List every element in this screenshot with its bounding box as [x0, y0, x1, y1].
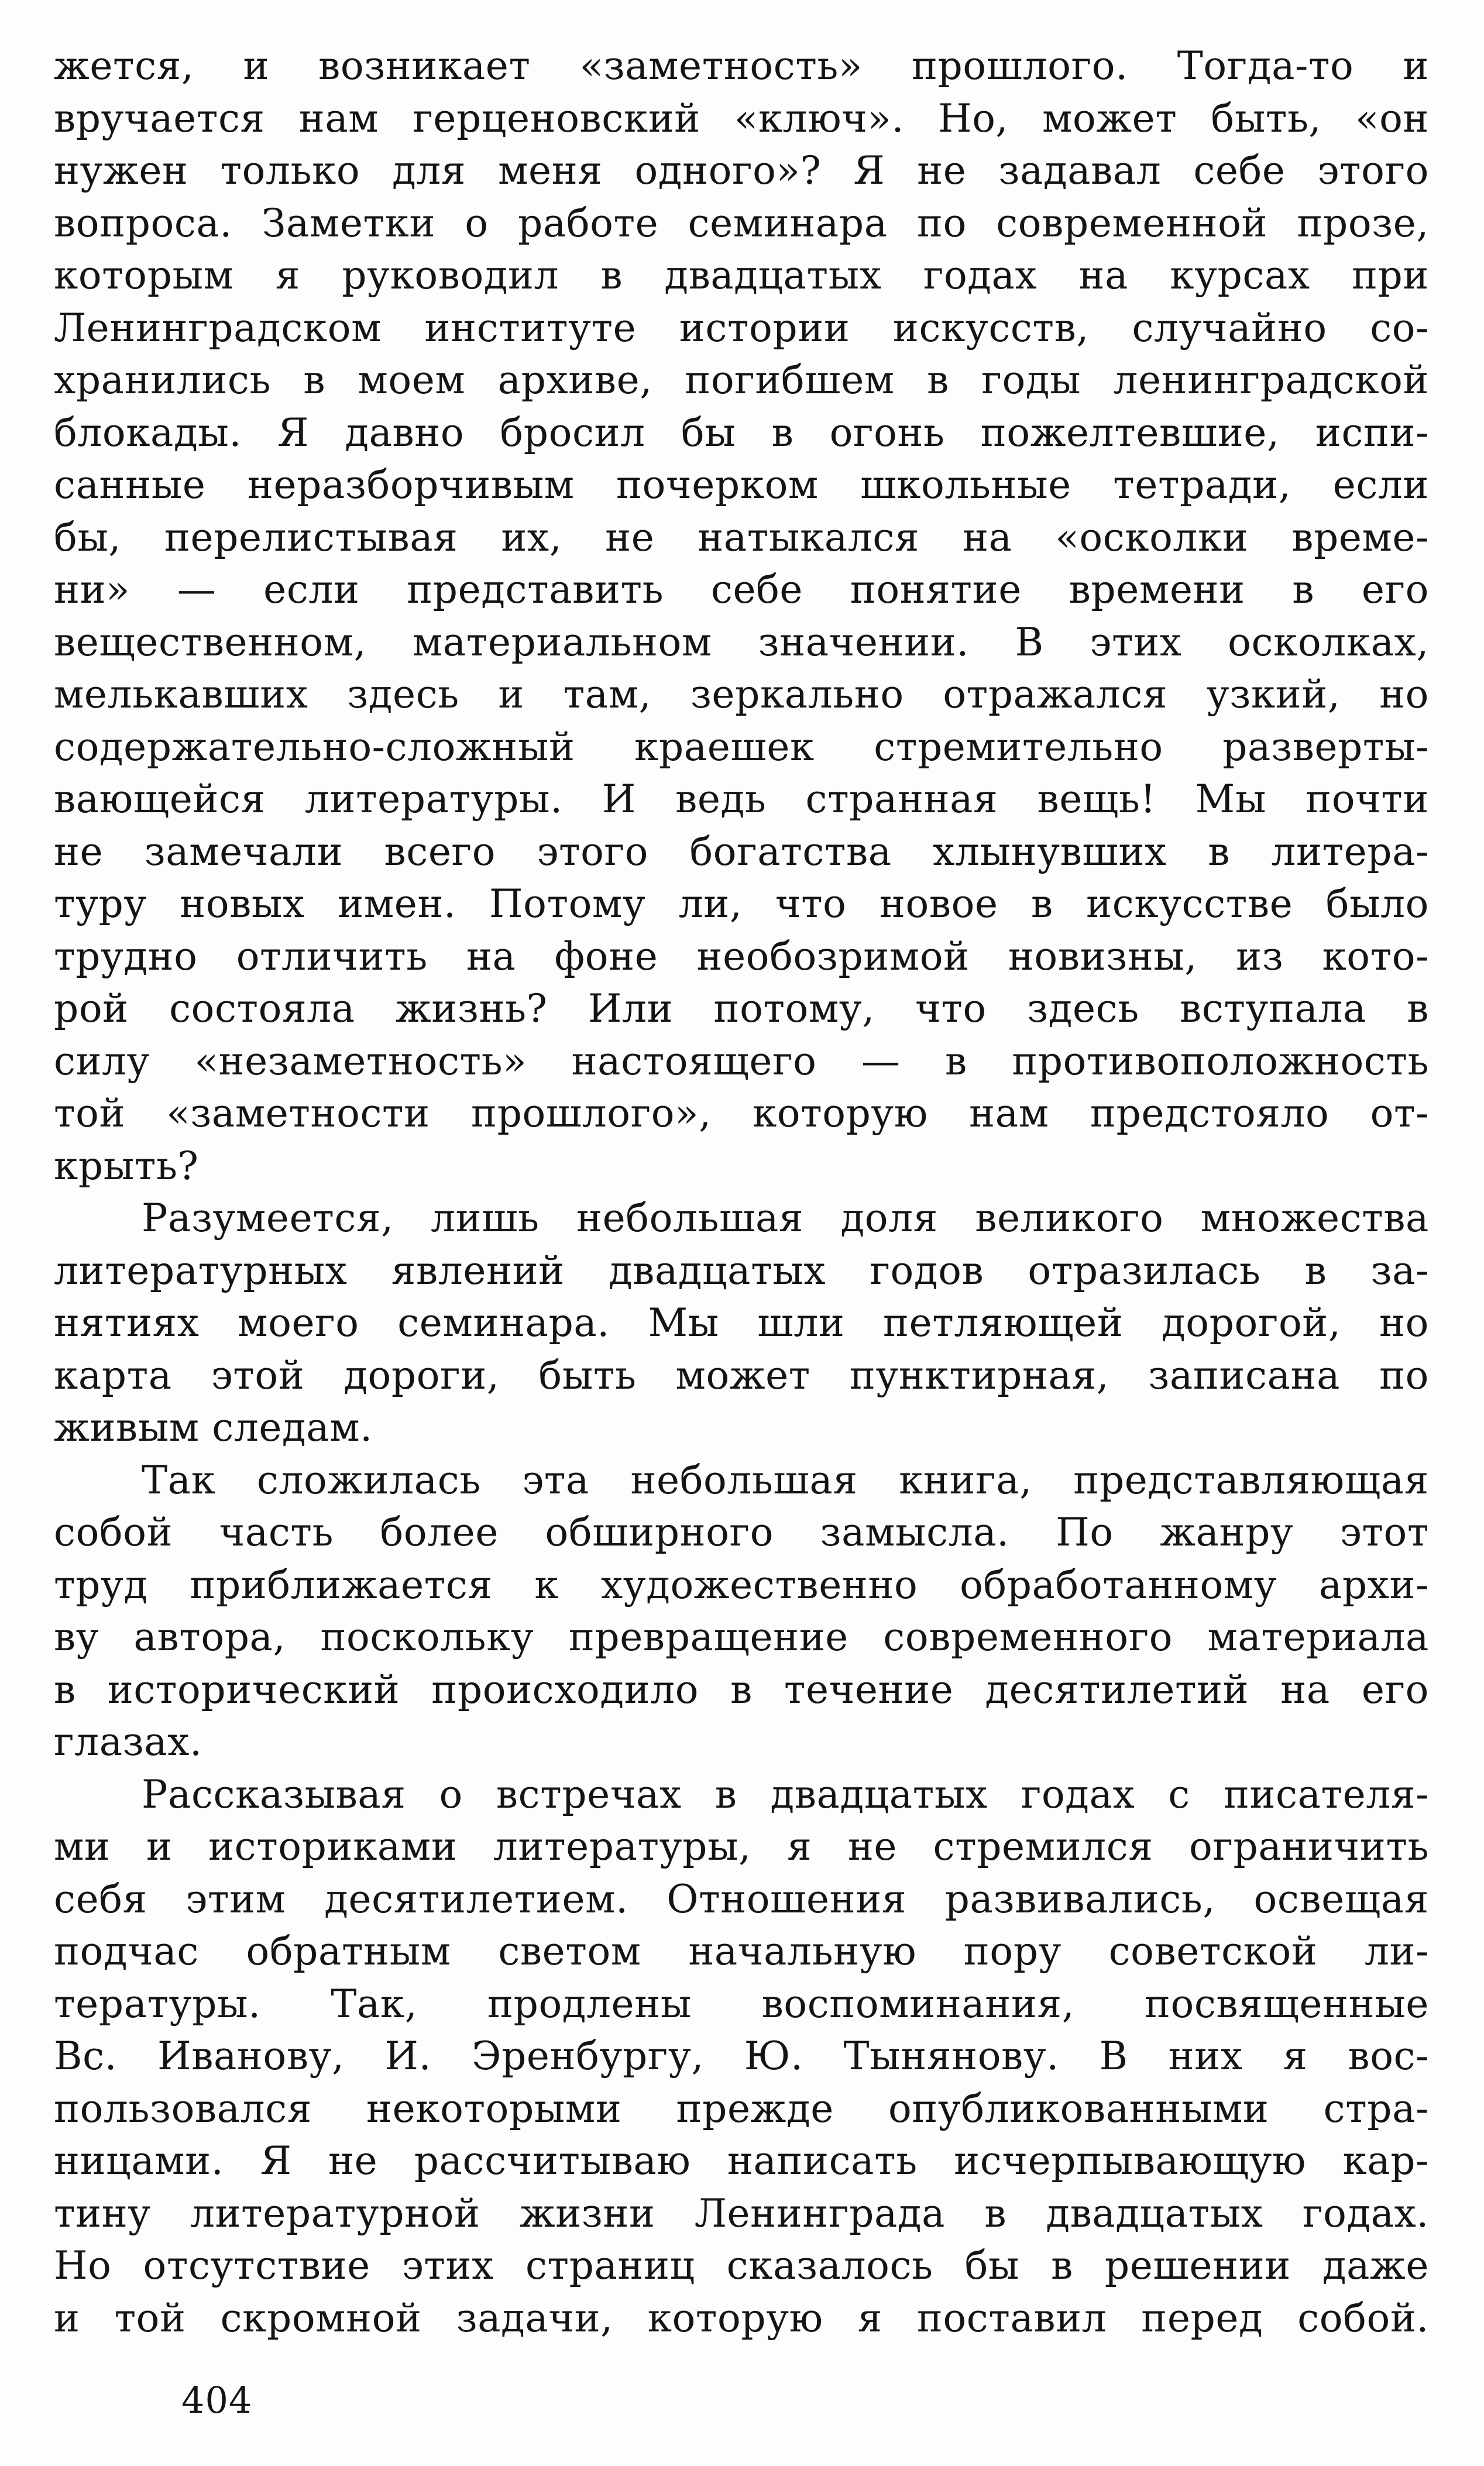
page-number: 404 [181, 2379, 253, 2422]
text-line: труд приближается к художественно обработанному архи- [54, 1562, 1429, 1608]
text-line: ни» — если представить себе понятие времени в его [54, 567, 1429, 612]
text-line: в исторический происходило в течение десятилетий на его [54, 1667, 1429, 1712]
text-line: карта этой дороги, быть может пунктирная, записана по [54, 1352, 1429, 1398]
text-line: Ленинградском институте истории искусств, случайно со- [54, 305, 1429, 351]
text-line: туру новых имен. Потому ли, что новое в искусстве было [54, 881, 1429, 926]
paragraph [54, 1768, 1429, 2345]
text-line: вручается нам герценовский «ключ». Но, может быть, «он [54, 95, 1429, 141]
text-line: жется, и возникает «заметность» прошлого. Тогда-то и [54, 43, 1429, 88]
text-line: нужен только для меня одного»? Я не задавал себе этого [54, 148, 1429, 193]
text-line: Разумеется, лишь небольшая доля великого множества [142, 1196, 1429, 1241]
paragraph [54, 1192, 1429, 1454]
text-line: которым я руководил в двадцатых годах на курсах при [54, 253, 1429, 298]
text-line: и той скромной задачи, которую я поставил перед собой. [54, 2295, 1429, 2341]
text-line: литературных явлений двадцатых годов отразилась в за- [54, 1248, 1429, 1293]
text-line: рой состояла жизнь? Или потому, что здесь вступала в [54, 986, 1429, 1031]
text-line: тературы. Так, продлены воспоминания, посвященные [54, 1981, 1429, 2027]
text-line: бы, перелистывая их, не натыкался на «осколки време- [54, 514, 1429, 560]
text-line: вающейся литературы. И ведь странная вещь! Мы почти [54, 777, 1429, 822]
text-line: тину литературной жизни Ленинграда в двадцатых годах. [54, 2190, 1429, 2236]
text-line: глазах. [54, 1719, 202, 1764]
text-line: хранились в моем архиве, погибшем в годы ленинградской [54, 358, 1429, 403]
text-line: себя этим десятилетием. Отношения развивались, освещая [54, 1876, 1429, 1922]
text-line: силу «незаметность» настоящего — в противоположность [54, 1038, 1429, 1084]
text-line: ми и историками литературы, я не стремился ограничить [54, 1824, 1429, 1869]
body-text [54, 40, 1429, 2344]
text-line: подчас обратным светом начальную пору советской ли- [54, 1929, 1429, 1974]
paragraph [54, 40, 1429, 1192]
text-line: той «заметности прошлого», которую нам предстояло от- [54, 1091, 1429, 1136]
text-line: трудно отличить на фоне необозримой новизны, из кото- [54, 933, 1429, 979]
text-line: ницами. Я не рассчитываю написать исчерпывающую кар- [54, 2138, 1429, 2183]
text-line: ву автора, поскольку превращение современного материала [54, 1615, 1429, 1660]
text-line: Но отсутствие этих страниц сказалось бы в решении даже [54, 2243, 1429, 2288]
text-line: собой часть более обширного замысла. По жанру этот [54, 1510, 1429, 1555]
paragraph [54, 1454, 1429, 1768]
text-line: санные неразборчивым почерком школьные тетради, если [54, 462, 1429, 507]
text-line: крыть? [54, 1143, 199, 1189]
text-line: живым следам. [54, 1405, 373, 1450]
text-line: вещественном, материальном значении. В этих осколках, [54, 619, 1429, 665]
text-line: мелькавших здесь и там, зеркально отражался узкий, но [54, 672, 1429, 717]
text-line: Рассказывая о встречах в двадцатых годах с писателя- [142, 1771, 1429, 1817]
text-line: пользовался некоторыми прежде опубликованными стра- [54, 2086, 1429, 2131]
text-line: блокады. Я давно бросил бы в огонь пожелтевшие, испи- [54, 410, 1429, 455]
text-line: не замечали всего этого богатства хлынувших в литера- [54, 829, 1429, 874]
text-line: Так сложилась эта небольшая книга, представляющая [142, 1457, 1429, 1503]
text-line: нятиях моего семинара. Мы шли петляющей дорогой, но [54, 1300, 1429, 1345]
text-line: содержательно-сложный краешек стремительно разверты- [54, 724, 1429, 770]
text-line: Вс. Иванову, И. Эренбургу, Ю. Тынянову. В них я вос- [54, 2034, 1429, 2079]
text-line: вопроса. Заметки о работе семинара по современной прозе, [54, 200, 1429, 246]
